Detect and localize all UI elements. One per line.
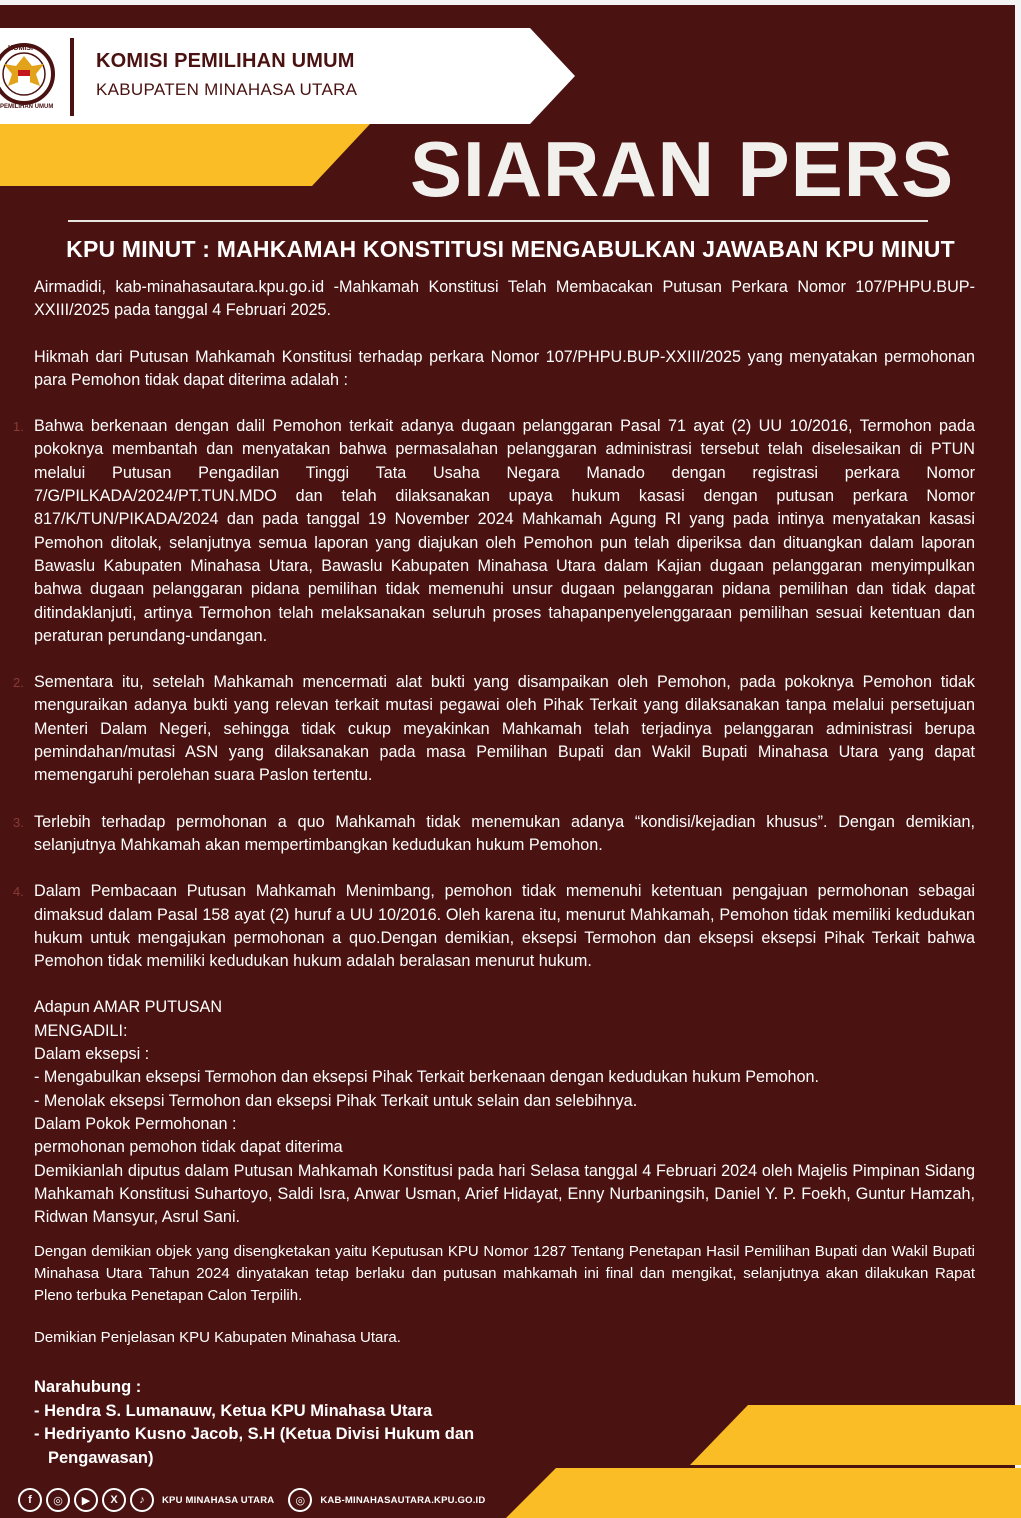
logo-text-bottom: PEMILIHAN UMUM xyxy=(0,104,54,110)
verdict-line: permohonan pemohon tidak dapat diterima xyxy=(34,1138,343,1157)
contact-line: Pengawasan) xyxy=(48,1448,154,1467)
x-icon[interactable]: X xyxy=(102,1488,126,1512)
header-divider xyxy=(70,38,74,116)
page-title: SIARAN PERS xyxy=(410,125,955,213)
globe-icon[interactable]: ◎ xyxy=(288,1488,312,1512)
contact-block xyxy=(34,1376,474,1470)
kpu-garuda-logo-icon xyxy=(0,30,60,118)
verdict-summary: Demikianlah diputus dalam Putusan Mahkamah Konstitusi pada hari Selasa tanggal 4 Februari 2024 oleh Majelis Pimpinan Sidang Mahkamah Konstitusi Suhartoyo, Saldi Isra, Anwar Usman, Arief Hidayat, Enny Nurbaningsih, Daniel Y. P. Foekh, Guntur Hamzah, Ridwan Mansyur, Asrul Sani. xyxy=(34,1161,975,1227)
contact-line: - Hedriyanto Kusno Jacob, S.H (Ketua Divisi Hukum dan xyxy=(34,1425,475,1443)
accent-shape-bottom-1 xyxy=(690,1405,1021,1465)
headline: KPU MINUT : MAHKAMAH KONSTITUSI MENGABULKAN JAWABAN KPU MINUT xyxy=(66,236,955,262)
list-text: Terlebih terhadap permohonan a quo Mahkamah tidak menemukan adanya “kondisi/kejadian khusus”. Dengan demikian, selanjutnya Mahkamah akan mempertimbangkan kedudukan hukum Pemohon. xyxy=(34,812,975,854)
list-text: Bahwa berkenaan dengan dalil Pemohon terkait adanya dugaan pelanggaran Pasal 71 ayat (2) UU 10/2016, Termohon pada pokoknya membantah dan menyatakan bahwa permasalahan pelanggaran administrasi tersebut telah diselesaikan di PTUN melalui Putusan Pengadilan Tinggi Tata Usaha Negara Manado dengan registrasi perkara Nomor 7/G/PILKADA/2024/PT.TUN.MDO dan telah dilaksanakan upaya hukum kasasi dengan putusan perkara Nomor 817/K/TUN/PIKADA/2024 dan pada tanggal 19 November 2024 Mahkamah Agung RI yang pada intinya menyatakan kasasi Pemohon ditolak, selanjutnya semua laporan yang diajukan oleh Pemohon pun telah diperiksa dan dituangkan dalam laporan Bawaslu Kabupaten Minahasa Utara, Bawaslu Kabupaten Minahasa Utara dalam Kajian dugaan pelanggaran menyimpulkan bahwa dugaan pelanggaran pidana pemilihan tidak memenuhi unsur dugaan pelanggaran pidana pemilihan dan tidak dapat ditindaklanjuti, artinya Termohon telah melaksanakan seluruh proses tahapanpenyelenggaraan pemilihan sesuai ketentuan dan peraturan perundang-undangan. xyxy=(34,417,975,645)
list-number: 2. xyxy=(13,675,24,691)
points-list xyxy=(13,415,975,973)
signoff: Demikian Penjelasan KPU Kabupaten Minahasa Utara. xyxy=(34,1329,401,1347)
youtube-icon[interactable]: ▶ xyxy=(74,1488,98,1512)
closing-paragraph: Dengan demikian objek yang disengketakan yaitu Keputusan KPU Nomor 1287 Tentang Penetapan Hasil Pemilihan Bupati dan Wakil Bupati Minahasa Utara Tahun 2024 dinyatakan tetap berlaku dan putusan mahkamah ini final dan mengikat, selanjutnya akan dilakukan Rapat Pleno terbuka Penetapan Calon Terpilih. xyxy=(34,1243,975,1305)
contact-title: Narahubung : xyxy=(34,1378,142,1396)
lead-paragraph: Hikmah dari Putusan Mahkamah Konstitusi terhadap perkara Nomor 107/PHPU.BUP-XXIII/2025 yang menyatakan permohonan para Pemohon tidak dapat diterima adalah : xyxy=(34,347,975,389)
list-number: 1. xyxy=(13,419,24,435)
accent-shape-bottom-2 xyxy=(506,1468,1021,1518)
footer xyxy=(18,1486,495,1514)
verdict-line: - Menolak eksepsi Termohon dan eksepsi Pihak Terkait untuk selain dan selebihnya. xyxy=(34,1091,638,1110)
instagram-icon[interactable]: ◎ xyxy=(46,1488,70,1512)
intro-paragraph: Airmadidi, kab-minahasautara.kpu.go.id -Mahkamah Konstitusi Telah Membacakan Putusan Perkara Nomor 107/PHPU.BUP-XXIII/2025 pada tanggal 4 Februari 2025. xyxy=(34,278,975,320)
list-item xyxy=(13,880,975,973)
logo-text-top: KOMISI xyxy=(8,45,33,52)
website-link[interactable]: KAB-MINAHASAUTARA.KPU.GO.ID xyxy=(320,1494,486,1506)
verdict-line: MENGADILI: xyxy=(34,1021,128,1040)
list-number: 3. xyxy=(13,814,24,830)
contact-line: - Hendra S. Lumanauw, Ketua KPU Minahasa Utara xyxy=(34,1401,433,1420)
top-edge xyxy=(0,0,1021,5)
facebook-icon[interactable]: f xyxy=(18,1488,42,1512)
list-text: Dalam Pembacaan Putusan Mahkamah Menimbang, pemohon tidak memenuhi ketentuan pengajuan permohonan sebagai dimaksud dalam Pasal 158 ayat (2) huruf a UU 10/2016. Oleh karena itu, menurut Mahkamah, Pemohon tidak memiliki kedudukan hukum untuk mengajukan permohonan a quo.Dengan demikian, eksepsi Termohon dan eksepsi eksepsi Pihak Terkait bahwa Pemohon tidak memiliki kedudukan hukum adalah beralasan menurut hukum. xyxy=(34,882,975,971)
list-text: Sementara itu, setelah Mahkamah mencermati alat bukti yang disampaikan oleh Pemohon, pada pokoknya Pemohon tidak menguraikan adanya bukti yang relevan terkait mutasi pegawai oleh Pihak Terkait yang dilaksanakan tanpa melalui persetujuan Menteri Dalam Negeri, sehingga tidak cukup meyakinkan Mahkamah telah terjadinya pelanggaran administrasi berupa pemindahan/mutasi ASN yang dilaksanakan pada masa Pemilihan Bupati dan Wakil Bupati Minahasa Utara yang dapat memengaruhi perolehan suara Paslon tertentu. xyxy=(34,673,975,785)
list-item xyxy=(13,415,975,648)
title-rule xyxy=(68,220,928,222)
list-number: 4. xyxy=(13,884,24,900)
press-body xyxy=(13,276,975,1349)
social-handle: KPU MINAHASA UTARA xyxy=(162,1494,275,1506)
verdict-line: - Mengabulkan eksepsi Termohon dan eksepsi Pihak Terkait berkenaan dengan kedudukan hukum Pemohon. xyxy=(34,1068,820,1087)
list-item xyxy=(13,811,975,858)
organization-name: KOMISI PEMILIHAN UMUM xyxy=(96,50,355,72)
right-edge xyxy=(1015,0,1021,1518)
verdict-section xyxy=(34,996,975,1159)
verdict-line: Adapun AMAR PUTUSAN xyxy=(34,998,223,1017)
verdict-line: Dalam eksepsi : xyxy=(34,1045,150,1064)
list-item xyxy=(13,671,975,787)
regency-name: KABUPATEN MINAHASA UTARA xyxy=(96,80,358,99)
accent-shape-top xyxy=(0,124,370,186)
header-banner xyxy=(0,28,575,124)
verdict-line: Dalam Pokok Permohonan : xyxy=(34,1114,237,1133)
tiktok-icon[interactable]: ♪ xyxy=(130,1488,154,1512)
